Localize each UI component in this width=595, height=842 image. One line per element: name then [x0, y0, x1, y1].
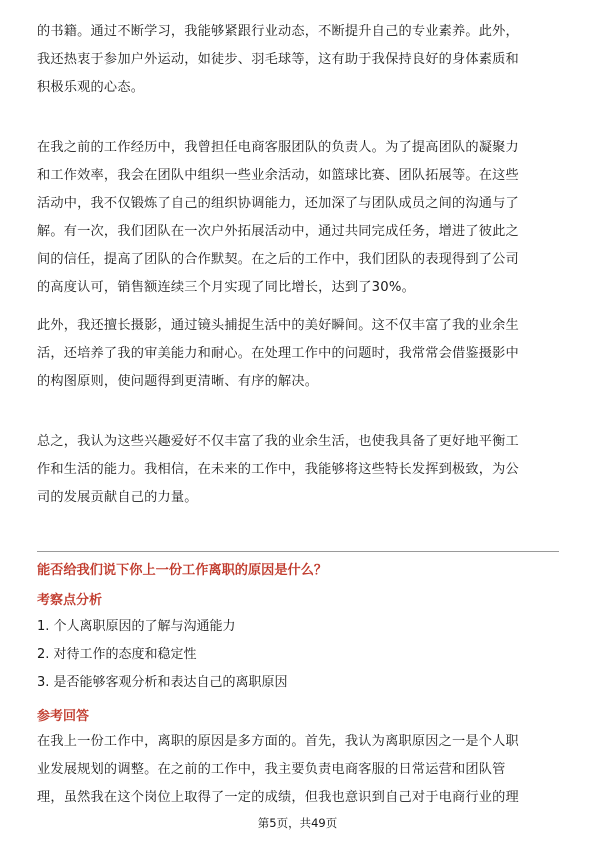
interview-question: 能否给我们说下你上一份工作离职的原因是什么？	[37, 563, 328, 578]
text-line: 的高度认可，销售额连续三个月实现了同比增长，达到了30%。	[37, 280, 415, 295]
text-line: 理，虽然我在这个岗位上取得了一定的成绩，但我也意识到自己对于电商行业的理	[37, 790, 519, 805]
answer-heading: 参考回答	[37, 709, 90, 724]
paragraph-conclusion	[37, 428, 561, 512]
text-line: 解。有一次，我们团队在一次户外拓展活动中，通过共同完成任务，增进了彼此之	[37, 224, 519, 239]
paragraph-answer	[37, 728, 561, 812]
text-line: 活动中，我不仅锻炼了自己的组织协调能力，还加深了与团队成员之间的沟通与了	[37, 196, 519, 211]
text-line: 和工作效率，我会在团队中组织一些业余活动，如篮球比赛、团队拓展等。在这些	[37, 168, 519, 183]
analysis-item: 2. 对待工作的态度和稳定性	[37, 647, 197, 662]
text-line: 在我上一份工作中，离职的原因是多方面的。首先，我认为离职原因之一是个人职	[37, 734, 519, 749]
section-divider	[37, 551, 559, 552]
paragraph-photography	[37, 312, 561, 396]
text-line: 总之，我认为这些兴趣爱好不仅丰富了我的业余生活，也使我具备了更好地平衡工	[37, 434, 519, 449]
paragraph-team-experience	[37, 134, 561, 302]
analysis-item: 1. 个人离职原因的了解与沟通能力	[37, 619, 236, 634]
page-number-footer: 第5页，共49页	[257, 816, 338, 830]
analysis-heading: 考察点分析	[37, 593, 103, 608]
text-line: 的构图原则，使问题得到更清晰、有序的解决。	[37, 374, 319, 389]
text-line: 在我之前的工作经历中，我曾担任电商客服团队的负责人。为了提高团队的凝聚力	[37, 140, 519, 155]
text-line: 的书籍。通过不断学习，我能够紧跟行业动态，不断提升自己的专业素养。此外，	[37, 24, 519, 39]
text-line: 积极乐观的心态。	[37, 80, 145, 95]
text-line: 司的发展贡献自己的力量。	[37, 490, 198, 505]
paragraph-hobbies-intro	[37, 18, 561, 102]
analysis-item: 3. 是否能够客观分析和表达自己的离职原因	[37, 675, 288, 690]
text-line: 我还热衷于参加户外运动，如徒步、羽毛球等，这有助于我保持良好的身体素质和	[37, 52, 519, 67]
text-line: 业发展规划的调整。在之前的工作中，我主要负责电商客服的日常运营和团队管	[37, 762, 506, 777]
text-line: 活，还培养了我的审美能力和耐心。在处理工作中的问题时，我常常会借鉴摄影中	[37, 346, 519, 361]
text-line: 此外，我还擅长摄影，通过镜头捕捉生活中的美好瞬间。这不仅丰富了我的业余生	[37, 318, 519, 333]
text-line: 间的信任，提高了团队的合作默契。在之后的工作中，我们团队的表现得到了公司	[37, 252, 519, 267]
text-line: 作和生活的能力。我相信，在未来的工作中，我能够将这些特长发挥到极致，为公	[37, 462, 519, 477]
